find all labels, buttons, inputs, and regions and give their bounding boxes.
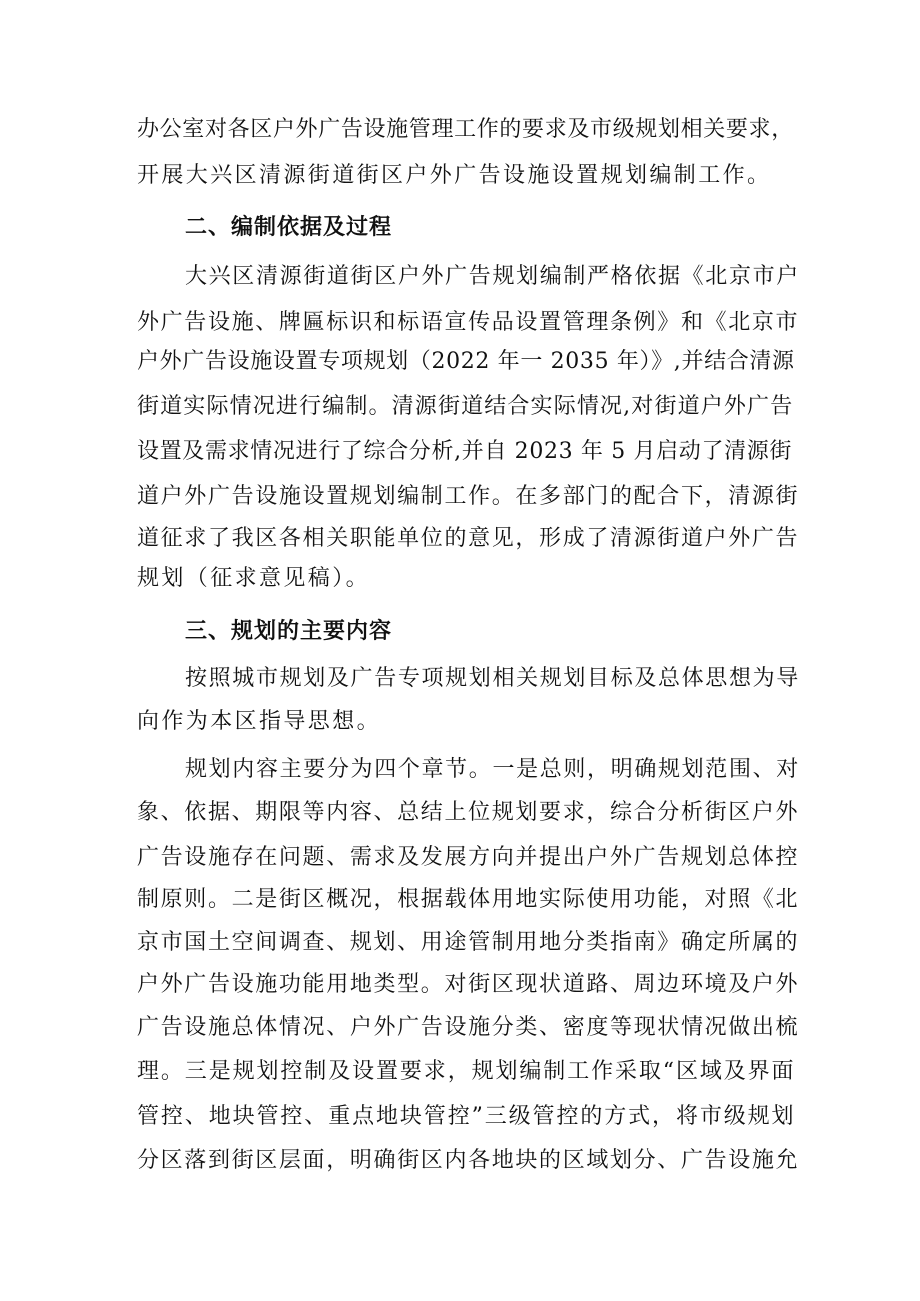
paragraph-line <box>0 700 920 744</box>
paragraph-text: 道户外广告设施设置规划编制工作。在多部门的配合下，清源街 <box>137 484 800 509</box>
paragraph-line <box>0 517 920 561</box>
section-heading <box>0 206 920 250</box>
paragraph-line <box>0 385 920 429</box>
paragraph-text: 设置及需求情况进行了综合分析,并自 2023 年 5 月启动了清源街 <box>137 439 793 464</box>
paragraph-text: 开展大兴区清源街道街区户外广告设施设置规划编制工作。 <box>137 163 772 188</box>
paragraph-line <box>0 1050 920 1094</box>
paragraph-line <box>0 836 920 880</box>
paragraph-line <box>0 791 920 835</box>
section-heading-text: 二、编制依据及过程 <box>185 215 393 240</box>
paragraph-line <box>0 1139 920 1183</box>
paragraph-line <box>0 301 920 345</box>
paragraph-text: 街道实际情况进行编制。清源街道结合实际情况,对街道户外广告 <box>137 394 794 419</box>
paragraph-text: 象、依据、期限等内容、总结上位规划要求，综合分析街区户外 <box>137 800 800 825</box>
paragraph-text: 规划（征求意见稿）。 <box>137 566 371 591</box>
paragraph-text: 向作为本区指导思想。 <box>137 709 382 734</box>
paragraph-line <box>0 657 920 701</box>
paragraph-text: 户外广告设施功能用地类型。对街区现状道路、周边环境及户外 <box>137 972 800 997</box>
paragraph-text: 大兴区清源街道街区户外广告规划编制严格依据《北京市户 <box>185 264 800 289</box>
paragraph-text: 规划内容主要分为四个章节。一是总则，明确规划范围、对 <box>185 757 800 782</box>
section-heading <box>0 610 920 654</box>
paragraph-line <box>0 475 920 519</box>
paragraph-line <box>0 1006 920 1050</box>
paragraph-line <box>0 154 920 198</box>
paragraph-text: 理。三是规划控制及设置要求，规划编制工作采取“区域及界面 <box>137 1059 796 1084</box>
paragraph-line <box>0 921 920 965</box>
paragraph-line <box>0 963 920 1007</box>
paragraph-text: 分区落到街区层面，明确街区内各地块的区域划分、广告设施允 <box>137 1148 800 1173</box>
paragraph-line <box>0 340 920 384</box>
paragraph-text: 制原则。二是街区概况，根据载体用地实际使用功能，对照《北 <box>137 887 800 912</box>
paragraph-text: 办公室对各区户外广告设施管理工作的要求及市级规划相关要求， <box>137 117 794 142</box>
paragraph-line <box>0 430 920 474</box>
paragraph-line <box>0 255 920 299</box>
paragraph-line <box>0 748 920 792</box>
paragraph-text: 外广告设施、牌匾标识和标语宣传品设置管理条例》和《北京市 <box>137 310 800 335</box>
paragraph-text: 按照城市规划及广告专项规划相关规划目标及总体思想为导 <box>185 666 800 691</box>
paragraph-text: 京市国土空间调查、规划、用途管制用地分类指南》确定所属的 <box>137 930 800 955</box>
section-heading-text: 三、规划的主要内容 <box>185 619 393 644</box>
paragraph-line <box>0 108 920 152</box>
paragraph-line <box>0 878 920 922</box>
paragraph-text: 广告设施存在问题、需求及发展方向并提出户外广告规划总体控 <box>137 845 800 870</box>
paragraph-text: 户外广告设施设置专项规划（2022 年一 2035 年）》,并结合清源 <box>137 349 795 374</box>
paragraph-text: 广告设施总体情况、户外广告设施分类、密度等现状情况做出梳 <box>137 1015 800 1040</box>
paragraph-line <box>0 1095 920 1139</box>
paragraph-line <box>0 557 920 601</box>
paragraph-text: 管控、地块管控、重点地块管控”三级管控的方式，将市级规划 <box>137 1104 796 1129</box>
paragraph-text: 道征求了我区各相关职能单位的意见，形成了清源街道户外广告 <box>137 526 800 551</box>
